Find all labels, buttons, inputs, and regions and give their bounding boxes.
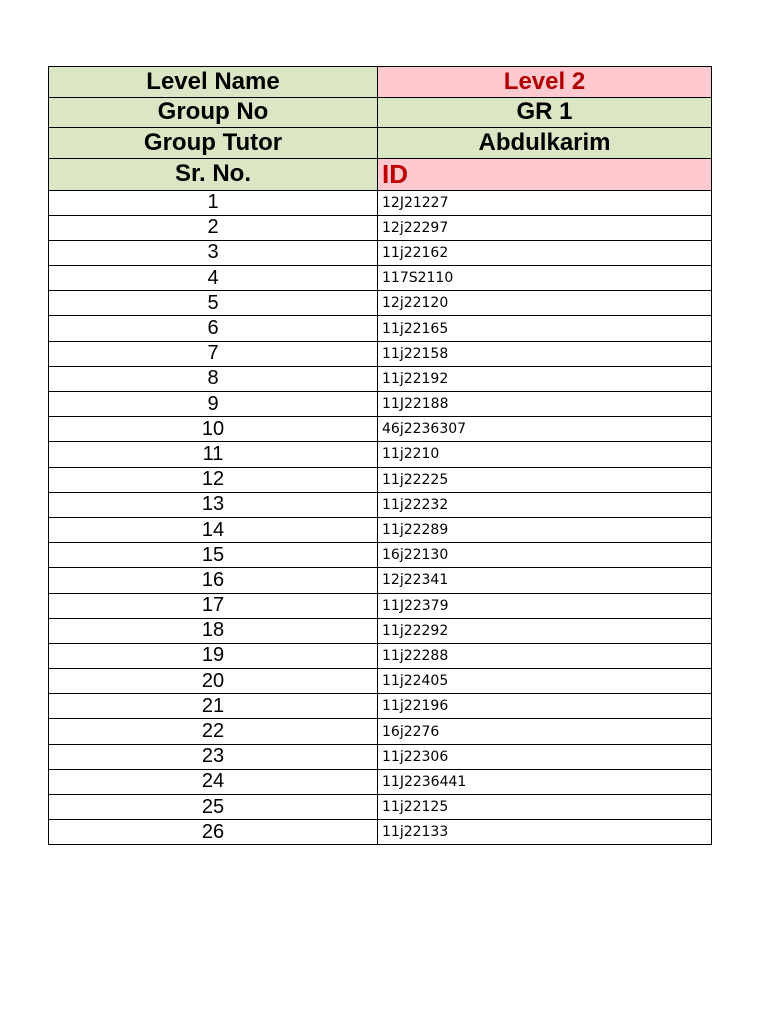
student-id-cell[interactable]: 11J2236441 [378,769,712,794]
table-row [49,291,712,316]
table-row [49,618,712,643]
table-row [49,744,712,769]
student-id-cell[interactable]: 11j22292 [378,618,712,643]
student-id-cell[interactable]: 12j22120 [378,291,712,316]
table-row [49,694,712,719]
student-id-cell[interactable]: 11j22288 [378,643,712,668]
level-name-label[interactable]: Level Name [49,67,378,98]
student-id-cell[interactable]: 11j2210 [378,442,712,467]
sr-no-cell[interactable]: 14 [49,517,378,542]
group-tutor-label[interactable]: Group Tutor [49,128,378,159]
student-id-cell[interactable]: 11j22289 [378,517,712,542]
table-row [49,492,712,517]
sr-no-cell[interactable]: 5 [49,291,378,316]
table-row [49,240,712,265]
table-row [49,417,712,442]
sr-no-cell[interactable]: 9 [49,392,378,417]
sr-no-cell[interactable]: 18 [49,618,378,643]
table-row [49,190,712,215]
sr-no-cell[interactable]: 20 [49,669,378,694]
sr-no-cell[interactable]: 12 [49,467,378,492]
sr-no-cell[interactable]: 6 [49,316,378,341]
sr-no-cell[interactable]: 17 [49,593,378,618]
student-id-cell[interactable]: 11j22405 [378,669,712,694]
student-id-cell[interactable]: 11j22162 [378,240,712,265]
table-row [49,316,712,341]
sr-no-cell[interactable]: 25 [49,795,378,820]
sr-no-cell[interactable]: 16 [49,568,378,593]
sr-no-cell[interactable]: 15 [49,543,378,568]
sr-no-cell[interactable]: 2 [49,215,378,240]
student-id-cell[interactable]: 11J22379 [378,593,712,618]
table-row [49,215,712,240]
sr-no-cell[interactable]: 21 [49,694,378,719]
table-row [49,392,712,417]
table-row [49,769,712,794]
sr-no-cell[interactable]: 7 [49,341,378,366]
student-id-cell[interactable]: 11j22306 [378,744,712,769]
group-no-row [49,97,712,128]
table-row [49,517,712,542]
sr-no-cell[interactable]: 26 [49,820,378,845]
student-id-cell[interactable]: 11j22196 [378,694,712,719]
sr-no-cell[interactable]: 22 [49,719,378,744]
student-id-cell[interactable]: 12j22341 [378,568,712,593]
table-row [49,795,712,820]
table-row [49,669,712,694]
student-id-cell[interactable]: 46j2236307 [378,417,712,442]
level-name-row [49,67,712,98]
student-id-cell[interactable]: 16j22130 [378,543,712,568]
group-tutor-value[interactable]: Abdulkarim [378,128,712,159]
group-tutor-row [49,128,712,159]
sr-no-cell[interactable]: 4 [49,266,378,291]
student-id-cell[interactable]: 117S2110 [378,266,712,291]
student-id-cell[interactable]: 11j22133 [378,820,712,845]
table-row [49,543,712,568]
table-row [49,820,712,845]
student-id-cell[interactable]: 11j22125 [378,795,712,820]
sr-no-cell[interactable]: 10 [49,417,378,442]
table-row [49,467,712,492]
sr-no-cell[interactable]: 1 [49,190,378,215]
table-row [49,719,712,744]
student-id-cell[interactable]: 11j22225 [378,467,712,492]
student-id-cell[interactable]: 11j22192 [378,366,712,391]
sr-no-cell[interactable]: 19 [49,643,378,668]
table-row [49,442,712,467]
table-row [49,568,712,593]
sr-no-cell[interactable]: 3 [49,240,378,265]
level-name-value[interactable]: Level 2 [378,67,712,98]
student-id-cell[interactable]: 11J22188 [378,392,712,417]
sr-no-cell[interactable]: 23 [49,744,378,769]
sr-no-header[interactable]: Sr. No. [49,158,378,190]
id-header[interactable]: ID [378,158,712,190]
roster-body [49,67,712,845]
group-no-value[interactable]: GR 1 [378,97,712,128]
student-id-cell[interactable]: 11j22158 [378,341,712,366]
student-id-cell[interactable]: 11j22165 [378,316,712,341]
column-header-row [49,158,712,190]
group-roster-table [48,66,712,845]
student-id-cell[interactable]: 12J21227 [378,190,712,215]
sr-no-cell[interactable]: 8 [49,366,378,391]
table-row [49,593,712,618]
table-row [49,266,712,291]
group-no-label[interactable]: Group No [49,97,378,128]
student-id-cell[interactable]: 16j2276 [378,719,712,744]
table-row [49,643,712,668]
student-id-cell[interactable]: 11j22232 [378,492,712,517]
table-row [49,341,712,366]
student-id-cell[interactable]: 12j22297 [378,215,712,240]
sr-no-cell[interactable]: 24 [49,769,378,794]
sr-no-cell[interactable]: 11 [49,442,378,467]
sr-no-cell[interactable]: 13 [49,492,378,517]
table-row [49,366,712,391]
